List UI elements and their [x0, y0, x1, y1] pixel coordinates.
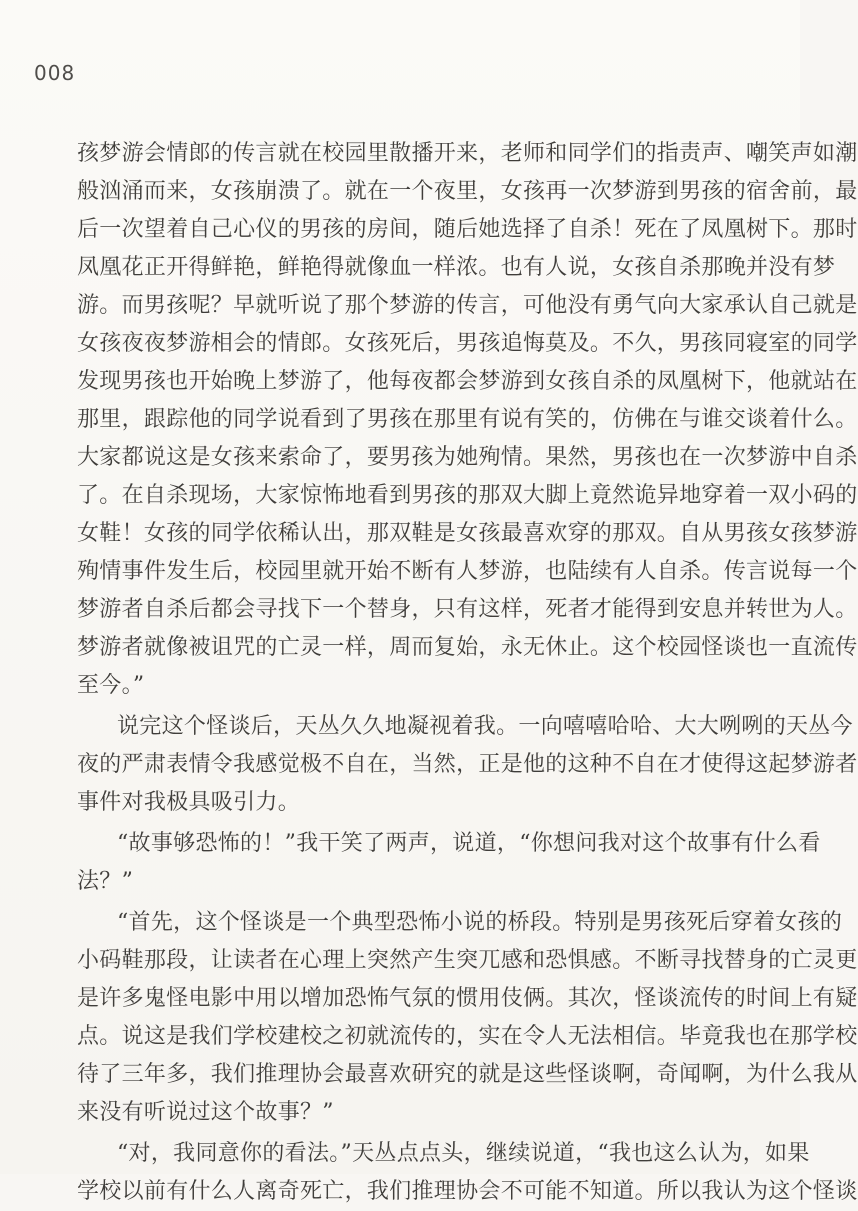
page-number: 008: [34, 61, 76, 85]
text-line: “对，我同意你的看法。”天丛点点头，继续说道，“我也这么认为，如果: [117, 1141, 810, 1166]
text-line: 待了三年多，我们推理协会最喜欢研究的就是这些怪谈啊，奇闻啊，为什么我从: [77, 1062, 858, 1087]
text-line: 女鞋！女孩的同学依稀认出，那双鞋是女孩最喜欢穿的那双。自从男孩女孩梦游: [77, 521, 858, 546]
text-line: 来没有听说过这个故事？”: [77, 1100, 334, 1125]
text-line: 发现男孩也开始晚上梦游了，他每夜都会梦游到女孩自杀的凤凰树下，他就站在: [77, 369, 858, 394]
text-line: 那里，跟踪他的同学说看到了男孩在那里有说有笑的，仿佛在与谁交谈着什么。: [77, 407, 858, 432]
text-line: 了。在自杀现场，大家惊怖地看到男孩的那双大脚上竟然诡异地穿着一双小码的: [77, 483, 858, 508]
text-line: “首先，这个怪谈是一个典型恐怖小说的桥段。特别是男孩死后穿着女孩的: [117, 910, 843, 935]
text-line: 梦游者自杀后都会寻找下一个替身，只有这样，死者才能得到安息并转世为人。: [77, 597, 858, 622]
text-line: “故事够恐怖的！”我干笑了两声，说道，“你想问我对这个故事有什么看: [117, 831, 821, 856]
body-text: [77, 135, 858, 1211]
text-line: 点。说这是我们学校建校之初就流传的，实在令人无法相信。毕竟我也在那学校: [77, 1024, 858, 1049]
text-line: 夜的严肃表情令我感觉极不自在，当然，正是他的这种不自在才使得这起梦游者: [77, 752, 858, 777]
text-line: 大家都说这是女孩来索命了，要男孩为她殉情。果然，男孩也在一次梦游中自杀: [77, 445, 858, 470]
text-line: 至今。”: [77, 673, 145, 698]
text-line: 后一次望着自己心仪的男孩的房间，随后她选择了自杀！死在了凤凰树下。那时: [77, 217, 858, 242]
text-line: 般汹涌而来，女孩崩溃了。就在一个夜里，女孩再一次梦游到男孩的宿舍前，最: [77, 179, 858, 204]
text-line: 法？”: [77, 869, 134, 894]
text-line: 孩梦游会情郎的传言就在校园里散播开来，老师和同学们的指责声、嘲笑声如潮: [77, 141, 858, 166]
text-line: 是许多鬼怪电影中用以增加恐怖气氛的惯用伎俩。其次，怪谈流传的时间上有疑: [77, 986, 858, 1011]
text-line: 女孩夜夜梦游相会的情郎。女孩死后，男孩追悔莫及。不久，男孩同寝室的同学: [77, 331, 858, 356]
text-line: 梦游者就像被诅咒的亡灵一样，周而复始，永无休止。这个校园怪谈也一直流传: [77, 635, 858, 660]
text-line: 事件对我极具吸引力。: [77, 790, 301, 815]
text-line: 游。而男孩呢？早就听说了那个梦游的传言，可他没有勇气向大家承认自己就是: [77, 293, 858, 318]
text-line: 小码鞋那段，让读者在心理上突然产生突兀感和恐惧感。不断寻找替身的亡灵更: [77, 948, 858, 973]
text-line: 凤凰花正开得鲜艳，鲜艳得就像血一样浓。也有人说，女孩自杀那晚并没有梦: [77, 255, 836, 280]
text-line: 说完这个怪谈后，天丛久久地凝视着我。一向嘻嘻哈哈、大大咧咧的天丛今: [117, 714, 853, 739]
text-line: 殉情事件发生后，校园里就开始不断有人梦游，也陆续有人自杀。传言说每一个: [77, 559, 858, 584]
text-line: 学校以前有什么人离奇死亡，我们推理协会不可能不知道。所以我认为这个怪谈: [77, 1179, 858, 1204]
